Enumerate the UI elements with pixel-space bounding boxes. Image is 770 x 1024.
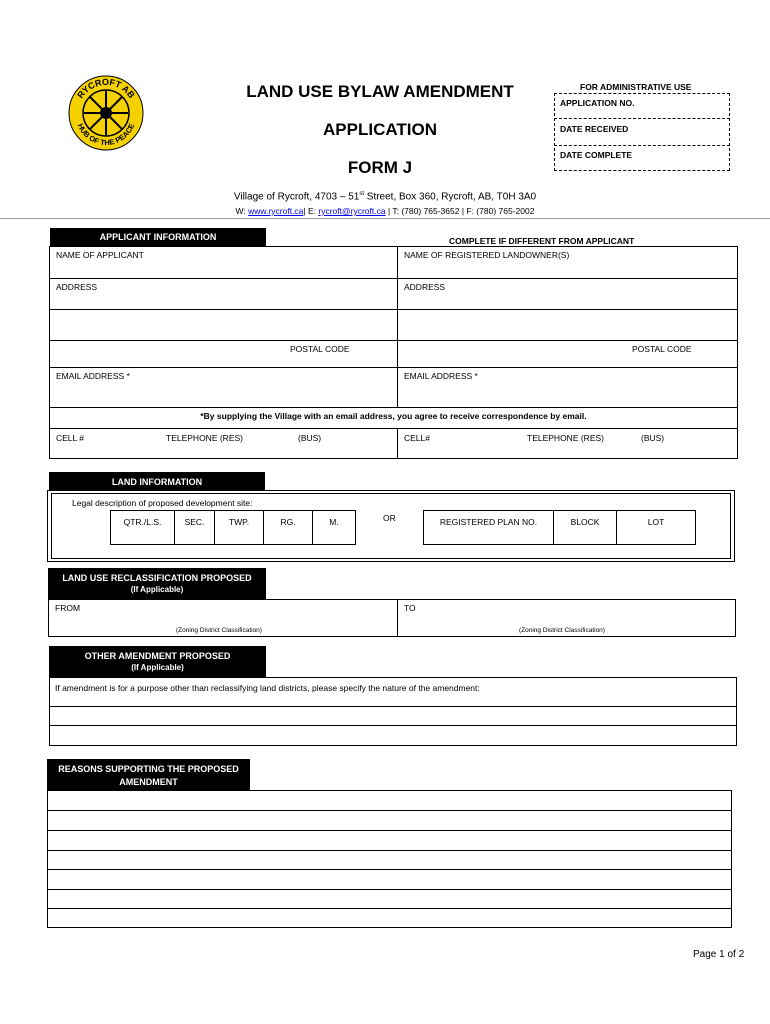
- reclassification-section: [48, 599, 736, 637]
- address-applicant-field[interactable]: ADDRESS: [56, 282, 98, 292]
- address-landowner-field[interactable]: ADDRESS: [404, 282, 446, 292]
- telephone-res-landowner-field[interactable]: TELEPHONE (RES): [527, 433, 604, 443]
- application-no-field[interactable]: APPLICATION NO.: [560, 98, 635, 108]
- telephone-bus-applicant-field[interactable]: (BUS): [298, 433, 322, 443]
- tab-land-use-reclassification: LAND USE RECLASSIFICATION PROPOSED (If Applicable): [48, 568, 266, 599]
- registered-plan-field[interactable]: REGISTERED PLAN NO.: [423, 510, 554, 545]
- telephone-res-applicant-field[interactable]: TELEPHONE (RES): [166, 433, 243, 443]
- legal-description-label: Legal description of proposed development site:: [72, 498, 253, 508]
- from-field[interactable]: FROM: [55, 603, 81, 613]
- cell-applicant-field[interactable]: CELL #: [56, 433, 85, 443]
- website-link[interactable]: www.rycroft.ca: [248, 206, 304, 216]
- tab-reasons: REASONS SUPPORTING THE PROPOSED AMENDMENT: [47, 759, 250, 790]
- form-title-line3: FORM J: [347, 158, 413, 177]
- name-applicant-field[interactable]: NAME OF APPLICANT: [56, 250, 144, 260]
- landowner-note: COMPLETE IF DIFFERENT FROM APPLICANT: [449, 236, 635, 246]
- village-address: Village of Rycroft, 4703 – 51st Street, Box 360, Rycroft, AB, T0H 3A0: [233, 191, 537, 203]
- zoning-from-caption: (Zoning District Classification): [176, 627, 262, 634]
- postal-code-landowner-field[interactable]: POSTAL CODE: [632, 344, 692, 354]
- logo-text-bottom: HUB OF THE PEACE: [75, 122, 137, 148]
- email-landowner-field[interactable]: EMAIL ADDRESS *: [404, 371, 478, 381]
- email-link[interactable]: rycroft@rycroft.ca: [318, 206, 386, 216]
- lot-field[interactable]: LOT: [616, 510, 696, 545]
- village-logo: [68, 75, 144, 151]
- name-landowner-field[interactable]: NAME OF REGISTERED LANDOWNER(S): [404, 250, 570, 260]
- date-complete-field[interactable]: DATE COMPLETE: [560, 150, 633, 160]
- other-amendment-instruction: If amendment is for a purpose other than reclassifying land districts, please specify the nature of the amendment:: [55, 683, 480, 693]
- to-field[interactable]: TO: [404, 603, 416, 613]
- form-title-line1: LAND USE BYLAW AMENDMENT: [246, 82, 514, 101]
- or-label: OR: [383, 513, 396, 523]
- telephone-bus-landowner-field[interactable]: (BUS): [641, 433, 665, 443]
- zoning-to-caption: (Zoning District Classification): [519, 627, 605, 634]
- qtr-ls-field[interactable]: QTR./L.S.: [110, 510, 175, 545]
- tab-applicant-information: APPLICANT INFORMATION: [50, 228, 266, 246]
- twp-field[interactable]: TWP.: [214, 510, 264, 545]
- email-applicant-field[interactable]: EMAIL ADDRESS *: [56, 371, 130, 381]
- block-field[interactable]: BLOCK: [553, 510, 617, 545]
- cell-landowner-field[interactable]: CELL#: [404, 433, 430, 443]
- village-contacts: W: www.rycroft.ca| E: rycroft@rycroft.ca | T: (780) 765-3652 | F: (780) 765-2002: [235, 206, 535, 216]
- tab-other-amendment: OTHER AMENDMENT PROPOSED (If Applicable): [49, 646, 266, 677]
- email-consent-note: *By supplying the Village with an email address, you agree to receive correspondence by email.: [200, 411, 587, 421]
- m-field[interactable]: M.: [312, 510, 356, 545]
- date-received-field[interactable]: DATE RECEIVED: [560, 124, 629, 134]
- page-number: Page 1 of 2: [693, 949, 745, 960]
- sec-field[interactable]: SEC.: [174, 510, 215, 545]
- form-title-line2: APPLICATION: [323, 120, 437, 139]
- admin-heading: FOR ADMINISTRATIVE USE: [580, 82, 692, 92]
- postal-code-applicant-field[interactable]: POSTAL CODE: [290, 344, 350, 354]
- tab-land-information: LAND INFORMATION: [49, 472, 265, 490]
- logo-text-top: RYCROFT AB: [75, 76, 137, 101]
- rg-field[interactable]: RG.: [263, 510, 313, 545]
